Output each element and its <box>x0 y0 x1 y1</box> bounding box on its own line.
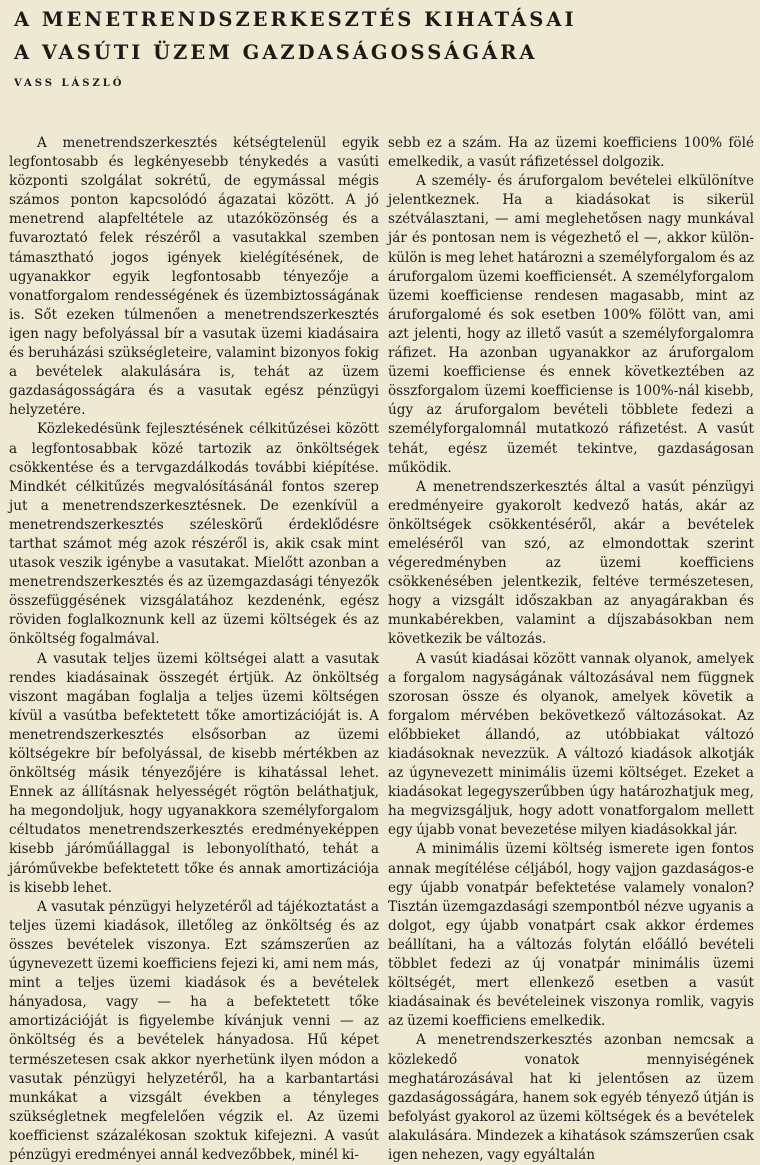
author-byline: VASS LÁSZLÓ <box>14 78 125 89</box>
paragraph: Közlekedésünk fejlesztésének célkitűzései között a legfontosabbak közé tartozik az önköltségek csökkentése és a tervgazdálkodás további kiépítése. Mindkét célkitűzés megvalósításánál fontos szerep jut a menetrendszerkesztésnek. De ezenkívül a menetrendszerkesztés széleskörű érdeklődésre tarthat számot még azok részéről is, akik csak mint utasok veszik igénybe a vasutakat. Mielőtt azonban a menetrendszerkesztés és az üzemgazdasági tényezők összefüggésének vizsgálatához kezdenénk, egész röviden foglalkoznunk kell az üzemi költségek és az önköltség fogalmával. <box>9 421 379 648</box>
title-line-2: A VASÚTI ÜZEM GAZDASÁGOSSÁGÁRA <box>14 41 538 64</box>
paragraph: A menetrendszerkesztés azonban nemcsak a közlekedő vonatok mennyiségének meghatározásával hat ki jelentősen az üzem gazdaságosságára, hanem sok egyéb tényező útján is befolyást gyakorol az üzemi költségek és a bevételek alakulására. Mindezek a kihatások számszerűen csak igen nehezen, vagy egyáltalán <box>388 1032 754 1163</box>
paragraph: A személy- és áruforgalom bevételei elkülönítve jelentkeznek. Ha a kiadásokat is sikerül szétválasztani, — ami meglehetősen nagy munkával jár és pontosan nem is végezhető el —, akkor külön-külön is meg lehet határozni a személyforgalom és az áruforgalom üzemi koefficiensét. A személyforgalom üzemi koefficiense rendesen magasabb, mint az áruforgalomé és sok esetben 100% fölött van, ami azt jelenti, hogy az illető vasút a személyforgalomra ráfizet. Ha azonban ugyanakkor az áruforgalom üzemi koefficiense és ennek következtében az összforgalom üzemi koefficiense is 100%-nál kisebb, úgy az áruforgalom bevételi többlete fedezi a személyforgalomnál mutatkozó ráfizetést. A vasút tehát, egész üzemét tekintve, gazdaságosan működik. <box>388 173 754 476</box>
paragraph-continued: sebb ez a szám. Ha az üzemi koefficiens 100% fölé emelkedik, a vasút ráfizetéssel dolgozik. <box>388 135 754 171</box>
paragraph: A menetrendszerkesztés által a vasút pénzügyi eredményeire gyakorolt kedvező hatás, akár az önköltségek csökkentéséről, akár a bevételek emeléséről van szó, az elmondottak szerint végeredményben az üzemi koefficiens csökkenésében jelentkezik, feltéve természetesen, hogy a vizsgált időszakban az anyagárakban és munkabérekben, valamint a díjszabásokban nem következik be változás. <box>388 478 754 648</box>
paragraph: A minimális üzemi költség ismerete igen fontos annak megítélése céljából, hogy vajjon gazdaságos-e egy újabb vonatpár befektetése valamely vonalon? Tisztán üzemgazdasági szempontból nézve ugyanis a dolgot, egy újabb vonatpárt csak akkor érdemes beállítani, ha a változás folytán előálló bevételi többlet fedezi az új vonatpár minimális üzemi költségét, mert ellenkező esetben a vasút kiadásainak és bevételeinek viszonya romlik, vagyis az üzemi koefficiens emelkedik. <box>388 841 754 1030</box>
paragraph: A vasutak teljes üzemi költségei alatt a vasutak rendes kiadásainak összegét értjük. Az önköltség viszont magában foglalja a teljes üzemi költségen kívül a vasútba befektetett tőke amortizációját is. A menetrendszerkesztés elsősorban az üzemi költségekre bír befolyással, de kisebb mértékben az önköltség másik tényezőjére is kihatással lehet. Ennek az állításnak helyességét rögtön beláthatjuk, ha megondoljuk, hogy ugyanakkora személyforgalom céltudatos menetrendszerkesztés eredményeképpen kisebb járóműállaggal is lebonyolítható, tehát a járóművekbe befektetett tőke és annak amortizációja is kisebb lehet. <box>9 650 379 896</box>
paragraph: A menetrendszerkesztés kétségtelenül egyik legfontosabb és legkényesebb ténykedés a vasúti központi szolgálat sokrétű, de egymással mégis számos ponton kapcsolódó ágazatai között. A jó menetrend alapfeltétele az utazóközönség és a fuvaroztató felek részéről a vasutakkal szemben támasztható jogos igények kielégítésének, de ugyanakkor egyik legfontosabb tényezője a vonatforgalom rendességének és üzembiztosságának is. Sőt ezeken túlmenően a menetrendszerkesztés igen nagy befolyással bír a vasutak üzemi kiadásaira és beruházási szükségleteire, valamint bizonyos fokig a bevételek alakulására is, tehát az üzem gazdaságosságára és a vasutak egész pénzügyi helyzetére. <box>9 135 379 419</box>
title-line-1: A MENETRENDSZERKESZTÉS KIHATÁSAI <box>14 8 577 31</box>
article-title <box>14 3 754 69</box>
left-column <box>9 134 379 1165</box>
paragraph: A vasút kiadásai között vannak olyanok, amelyek a forgalom nagyságának változásával nem függnek szorosan össze és olyanok, amelyek követik a forgalom mérvében bekövetkező változásokat. Az előbbieket állandó, az utóbbiakat változó kiadásoknak nevezzük. A változó kiadások alkotják az úgynevezett minimális üzemi költséget. Ezeket a kiadásokat legegyszerűbben úgy határozhatjuk meg, ha megvizsgáljuk, hogy adott vonatforgalom mellett egy újabb vonat bevezetése milyen kiadásokkal jár. <box>388 650 754 839</box>
paragraph: A vasutak pénzügyi helyzetéről ad tájékoztatást a teljes üzemi kiadások, illetőleg az önköltség és az összes bevételek viszonya. Ezt számszerűen az úgynevezett üzemi koefficiens fejezi ki, ami nem más, mint a teljes üzemi kiadások és a bevételek hányadosa, vagy — ha a befektetett tőke amortizációját is figyelembe kívánjuk venni — az önköltség és a bevételek hányadosa. Hű képet természetesen csak akkor nyerhetünk ilyen módon a vasutak pénzügyi helyzetéről, ha a karbantartási munkákat a vizsgált években a tényleges szükségletnek megfelelően végzik el. Az üzemi koefficienst százalékosan szoktuk kifejezni. A vasút pénzügyi eredményei annál kedvezőbbek, minél ki- <box>9 898 379 1163</box>
right-column <box>388 134 754 1165</box>
